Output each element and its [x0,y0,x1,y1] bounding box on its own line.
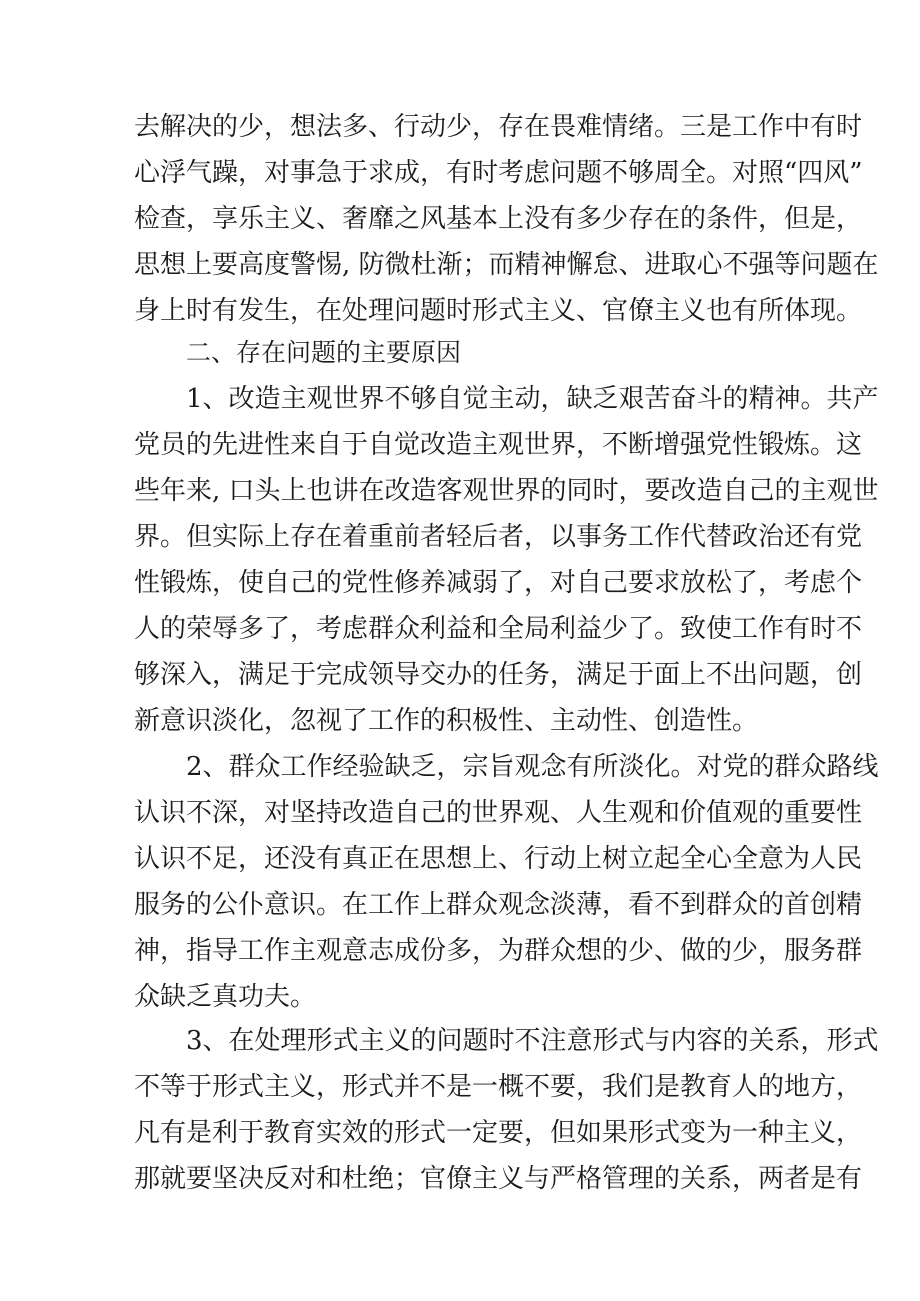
section-heading: 二、存在问题的主要原因 [186,338,462,367]
text-line: 检查，享乐主义、奢靡之风基本上没有多少存在的条件，但是， [134,204,863,234]
text-line: 1、改造主观世界不够自觉主动，缺乏艰苦奋斗的精神。共产 [186,384,879,414]
paragraph-reason-3 [134,1018,879,1202]
text-line: 思想上要高度警惕, 防微杜渐；而精神懈怠、进取心不强等问题在 [134,250,879,280]
text-line: 新意识淡化，忽视了工作的积极性、主动性、创造性。 [134,706,759,736]
text-line: 界。但实际上存在着重前者轻后者，以事务工作代替政治还有党 [134,522,863,552]
text-line: 些年来, 口头上也讲在改造客观世界的同时，要改造自己的主观世 [134,476,879,506]
text-line: 人的荣辱多了，考虑群众利益和全局利益少了。致使工作有时不 [134,614,863,644]
text-line: 认识不足，还没有真正在思想上、行动上树立起全心全意为人民 [134,844,863,874]
text-line: 心浮气躁，对事急于求成，有时考虑问题不够周全。对照“四风” [134,158,863,188]
text-line: 性锻炼，使自己的党性修养减弱了，对自己要求放松了，考虑个 [134,568,863,598]
text-line: 那就要坚决反对和杜绝；官僚主义与严格管理的关系，两者是有 [134,1164,863,1194]
text-line: 凡有是利于教育实效的形式一定要，但如果形式变为一种主义， [134,1118,863,1148]
text-line: 服务的公仆意识。在工作上群众观念淡薄，看不到群众的首创精 [134,890,863,920]
text-line: 2、群众工作经验缺乏，宗旨观念有所淡化。对党的群众路线 [186,752,879,782]
text-line: 3、在处理形式主义的问题时不注意形式与内容的关系，形式 [186,1026,879,1056]
text-line: 党员的先进性来自于自觉改造主观世界，不断增强党性锻炼。这 [134,430,863,460]
text-line: 不等于形式主义，形式并不是一概不要，我们是教育人的地方， [134,1072,863,1102]
text-line: 够深入，满足于完成领导交办的任务，满足于面上不出问题，创 [134,660,863,690]
paragraph-top [134,104,879,334]
text-line: 神，指导工作主观意志成份多，为群众想的少、做的少，服务群 [134,936,863,966]
paragraph-reason-2 [134,744,879,1020]
text-line: 去解决的少，想法多、行动少，存在畏难情绪。三是工作中有时 [134,112,863,142]
paragraph-reason-1 [134,376,879,744]
text-line: 众缺乏真功夫。 [134,982,317,1012]
text-line: 认识不深，对坚持改造自己的世界观、人生观和价值观的重要性 [134,798,863,828]
text-line: 身上时有发生，在处理问题时形式主义、官僚主义也有所体现。 [134,296,863,326]
